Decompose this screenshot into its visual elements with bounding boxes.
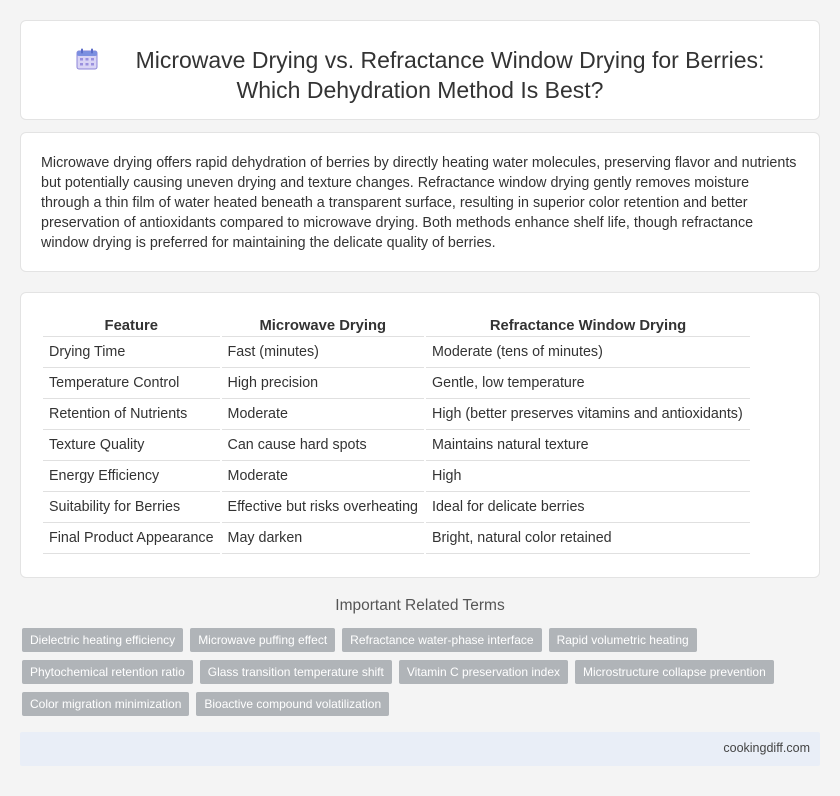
table-cell: Texture Quality <box>43 430 220 461</box>
table-row <box>43 368 750 399</box>
table-row <box>43 523 750 554</box>
table-cell: Suitability for Berries <box>43 492 220 523</box>
term-tag[interactable]: Microwave puffing effect <box>190 628 335 652</box>
term-tag[interactable]: Dielectric heating efficiency <box>22 628 183 652</box>
table-cell: High precision <box>222 368 424 399</box>
term-tag[interactable]: Color migration minimization <box>22 692 189 716</box>
table-cell: Maintains natural texture <box>426 430 750 461</box>
table-cell: High <box>426 461 750 492</box>
table-cell: Ideal for delicate berries <box>426 492 750 523</box>
table-cell: Drying Time <box>43 337 220 368</box>
page-title-line2: Which Dehydration Method Is Best? <box>236 77 604 103</box>
comparison-table <box>41 315 752 554</box>
table-cell: Final Product Appearance <box>43 523 220 554</box>
table-cell: Moderate (tens of minutes) <box>426 337 750 368</box>
term-tag[interactable]: Microstructure collapse prevention <box>575 660 774 684</box>
table-cell: Moderate <box>222 399 424 430</box>
table-cell: Bright, natural color retained <box>426 523 750 554</box>
table-cell: Temperature Control <box>43 368 220 399</box>
footer-site-link[interactable]: cookingdiff.com <box>723 741 810 755</box>
table-header-row <box>43 315 750 337</box>
term-tag[interactable]: Vitamin C preservation index <box>399 660 568 684</box>
table-cell: Energy Efficiency <box>43 461 220 492</box>
table-cell: Moderate <box>222 461 424 492</box>
table-cell: High (better preserves vitamins and antioxidants) <box>426 399 750 430</box>
table-cell: May darken <box>222 523 424 554</box>
related-terms-tags <box>22 628 822 724</box>
table-cell: Effective but risks overheating <box>222 492 424 523</box>
header-feature: Feature <box>43 315 220 337</box>
header-card <box>20 20 820 120</box>
term-tag[interactable]: Rapid volumetric heating <box>549 628 697 652</box>
table-row <box>43 337 750 368</box>
term-tag[interactable]: Refractance water-phase interface <box>342 628 541 652</box>
table-row <box>43 461 750 492</box>
term-tag[interactable]: Glass transition temperature shift <box>200 660 392 684</box>
table-cell: Fast (minutes) <box>222 337 424 368</box>
footer <box>20 732 820 766</box>
header-microwave: Microwave Drying <box>222 315 424 337</box>
tag-row <box>22 628 822 652</box>
tag-row <box>22 692 822 716</box>
table-cell: Gentle, low temperature <box>426 368 750 399</box>
tag-row <box>22 660 822 684</box>
table-cell: Retention of Nutrients <box>43 399 220 430</box>
summary-text: Microwave drying offers rapid dehydration of berries by directly heating water molecules, preserving flavor and nutrients but potentially causing uneven drying and texture changes. Refractance window drying gently removes moisture through a thin film of water heated beneath a transparent surface, resulting in superior color retention and better preservation of antioxidants compared to microwave drying. Both methods enhance shelf life, though refractance window drying is preferred for maintaining the delicate quality of berries. <box>41 155 797 251</box>
table-row <box>43 399 750 430</box>
page-title-line1: Microwave Drying vs. Refractance Window Drying for Berries: <box>135 47 765 73</box>
summary-card <box>20 132 820 272</box>
table-cell: Can cause hard spots <box>222 430 424 461</box>
term-tag[interactable]: Bioactive compound volatilization <box>196 692 389 716</box>
table-row <box>43 430 750 461</box>
related-terms-title: Important Related Terms <box>335 597 505 614</box>
header-refractance: Refractance Window Drying <box>426 315 750 337</box>
term-tag[interactable]: Phytochemical retention ratio <box>22 660 193 684</box>
comparison-table-card <box>20 292 820 578</box>
page-title <box>21 45 819 105</box>
table-row <box>43 492 750 523</box>
